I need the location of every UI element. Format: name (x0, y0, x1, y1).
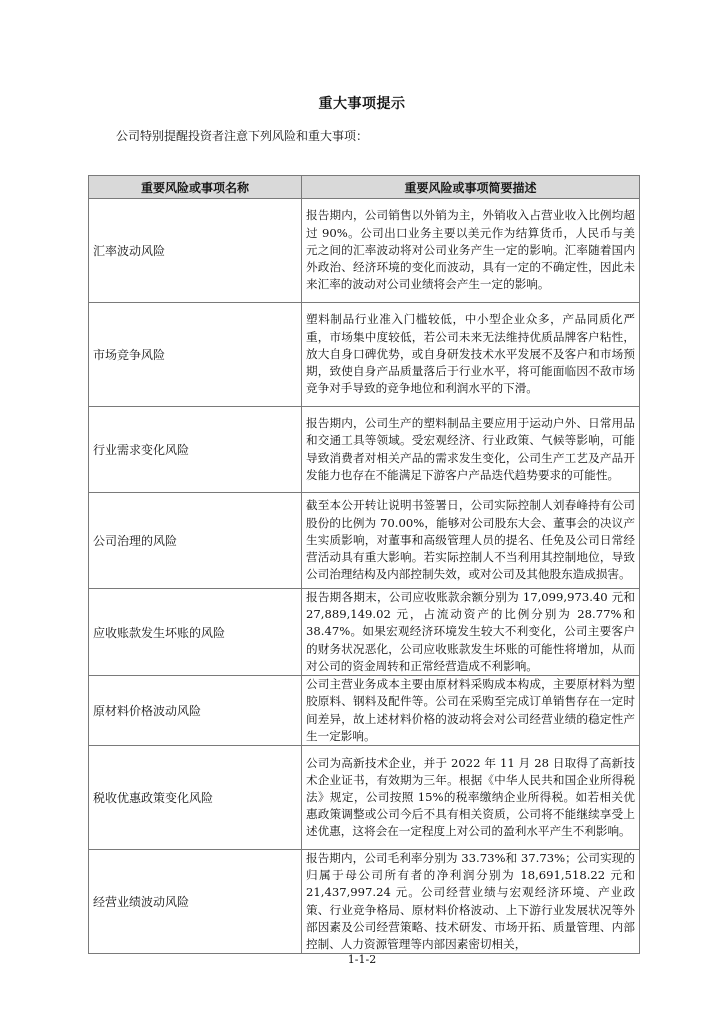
page-title: 重大事项提示 (318, 96, 406, 112)
risk-name: 行业需求变化风险 (89, 407, 302, 493)
risk-description: 公司为高新技术企业，并于 2022 年 11 月 28 日取得了高新技术企业证书，有效期为三年。根据《中华人民共和国企业所得税法》规定，公司按照 15%的税率缴纳企业所得税。如若相关优惠政策调整或公司今后不具有相关资质，公司将不能继续享受上述优惠，这将会在一定程度上对公司的盈利水平产生不利影响。 (302, 746, 640, 850)
risk-name: 税收优惠政策变化风险 (89, 746, 302, 850)
risk-name: 市场竞争风险 (89, 303, 302, 407)
table-row (89, 199, 640, 303)
risk-description: 截至本公开转让说明书签署日，公司实际控制人刘春峰持有公司股份的比例为 70.00%，能够对公司股东大会、董事会的决议产生实质影响，对董事和高级管理人员的提名、任免及公司日常经营活动具有重大影响。若实际控制人不当利用其控制地位，导致公司治理结构及内部控制失效，或对公司及其他股东造成损害。 (302, 493, 640, 589)
table-row (89, 850, 640, 954)
risk-description: 公司主营业务成本主要由原材料采购成本构成，主要原材料为塑胶原料、钢料及配件等。公司在采购至完成订单销售存在一定时间差异，故上述材料价格的波动将会对公司经营业绩的稳定性产生一定影响。 (302, 676, 640, 746)
risk-table (88, 175, 640, 954)
risk-description: 塑料制品行业准入门槛较低，中小型企业众多，产品同质化严重，市场集中度较低，若公司未来无法维持优质品牌客户粘性，放大自身口碑优势，或自身研发技术水平发展不及客户和市场预期，致使自身产品质量落后于行业水平，将可能面临因不敌市场竞争对手导致的竞争地位和利润水平的下滑。 (302, 303, 640, 407)
table-row (89, 676, 640, 746)
risk-name: 应收账款发生坏账的风险 (89, 589, 302, 676)
header-risk-description: 重要风险或事项简要描述 (302, 176, 640, 199)
header-risk-name: 重要风险或事项名称 (89, 176, 302, 199)
risk-name: 公司治理的风险 (89, 493, 302, 589)
risk-name: 汇率波动风险 (89, 199, 302, 303)
risk-description: 报告期各期末，公司应收账款余额分别为 17,099,973.40 元和 27,889,149.02 元，占流动资产的比例分别为 28.77%和 38.47%。如果宏观经济环境发生较大不利变化，公司主要客户的财务状况恶化，公司应收账款发生坏账的可能性将增加，从而对公司的资金周转和正常经营造成不利影响。 (302, 589, 640, 676)
page-number: 1-1-2 (347, 953, 377, 966)
table-row (89, 407, 640, 493)
table-row (89, 493, 640, 589)
table-row (89, 746, 640, 850)
table-row (89, 303, 640, 407)
intro-text: 公司特别提醒投资者注意下列风险和重大事项： (116, 129, 369, 143)
risk-description: 报告期内，公司生产的塑料制品主要应用于运动户外、日常用品和交通工具等领域。受宏观经济、行业政策、气候等影响，可能导致消费者对相关产品的需求发生变化，公司生产工艺及产品开发能力也存在不能满足下游客户产品迭代趋势要求的可能性。 (302, 407, 640, 493)
table-header-row (89, 176, 640, 199)
risk-description: 报告期内，公司毛利率分别为 33.73%和 37.73%；公司实现的归属于母公司所有者的净利润分别为 18,691,518.22 元和 21,437,997.24 元。公司经营业绩与宏观经济环境、产业政策、行业竞争格局、原材料价格波动、上下游行业发展状况等外部因素及公司经营策略、技术研发、市场开拓、质量管理、内部控制、人力资源管理等内部因素密切相关， (302, 850, 640, 954)
risk-description: 报告期内，公司销售以外销为主，外销收入占营业收入比例均超过 90%。公司出口业务主要以美元作为结算货币，人民币与美元之间的汇率波动将对公司业务产生一定的影响。汇率随着国内外政治、经济环境的变化而波动，具有一定的不确定性，因此未来汇率的波动对公司业绩将会产生一定的影响。 (302, 199, 640, 303)
table-row (89, 589, 640, 676)
risk-name: 经营业绩波动风险 (89, 850, 302, 954)
risk-name: 原材料价格波动风险 (89, 676, 302, 746)
